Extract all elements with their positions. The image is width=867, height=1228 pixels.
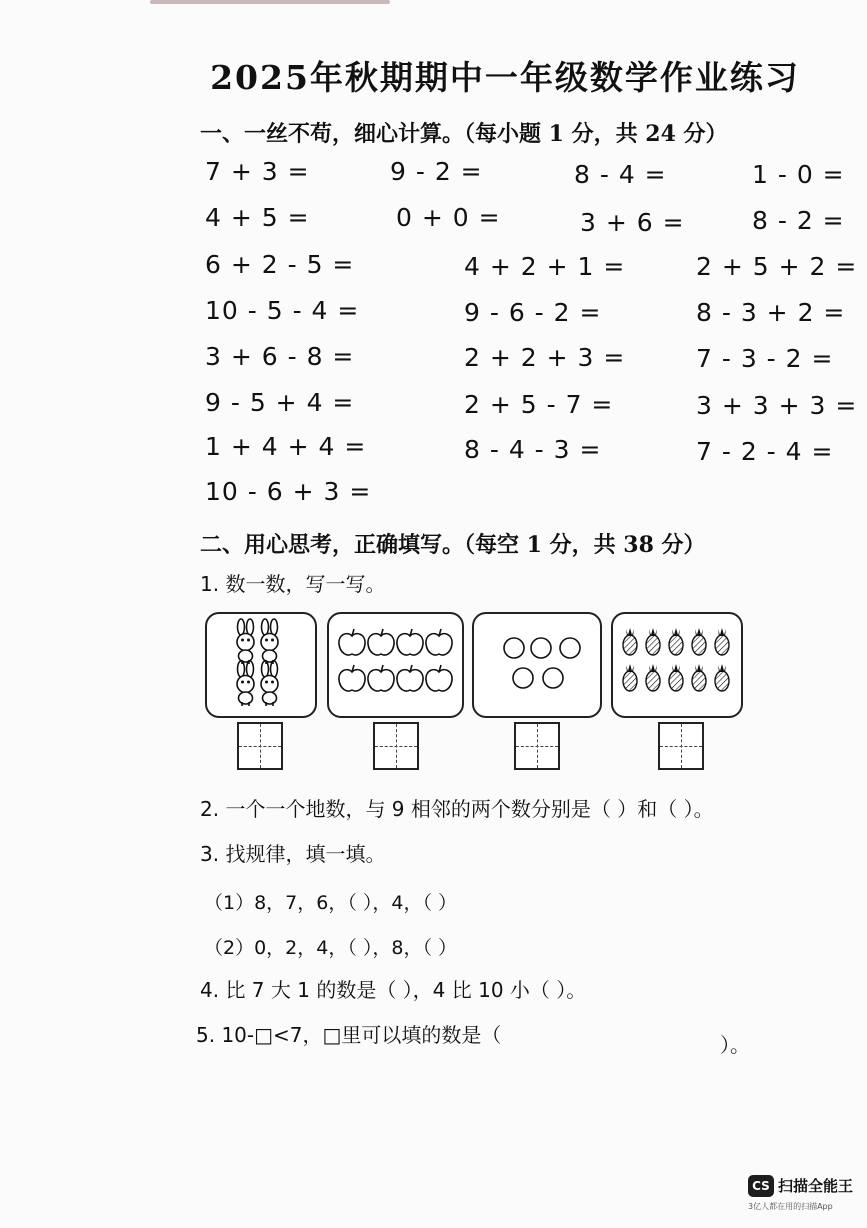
answer-grid-apples[interactable]: [373, 722, 419, 770]
pineapples-picture-box: [611, 612, 743, 718]
equation: 1 - 0 =: [752, 160, 845, 189]
apple-icon: [368, 665, 394, 691]
answer-grid-rabbits[interactable]: [237, 722, 283, 770]
equation: 9 - 2 =: [390, 157, 483, 186]
equation: 8 - 3 + 2 =: [696, 298, 846, 327]
equation: 9 - 6 - 2 =: [464, 298, 602, 327]
rabbit-icon: [237, 619, 254, 664]
section2-heading: 二、用心思考，正确填写。（每空 1 分，共 38 分）: [200, 532, 706, 558]
answer-grid-circles[interactable]: [514, 722, 560, 770]
pineapple-icon: [669, 628, 683, 655]
circle-icon: [513, 668, 533, 688]
circle-icon: [560, 638, 580, 658]
rabbit-icon: [261, 619, 278, 664]
apple-icon: [426, 629, 452, 655]
scan-artifact: [150, 0, 390, 4]
pineapple-icon: [715, 664, 729, 691]
apple-icon: [397, 665, 423, 691]
pineapple-icon: [646, 628, 660, 655]
apple-icon: [368, 629, 394, 655]
equation: 3 + 3 + 3 =: [696, 391, 858, 420]
question-5-end: ）。: [720, 1033, 750, 1057]
equation: 7 - 3 - 2 =: [696, 344, 834, 373]
pineapple-icon: [715, 628, 729, 655]
equation: 4 + 2 + 1 =: [464, 252, 626, 281]
equation: 7 + 3 =: [205, 157, 310, 186]
section1-heading: 一、一丝不苟，细心计算。（每小题 1 分，共 24 分）: [200, 121, 728, 147]
rabbits-picture-box: [205, 612, 317, 718]
equation: 3 + 6 - 8 =: [205, 342, 355, 371]
equation: 9 - 5 + 4 =: [205, 388, 355, 417]
question-3-2: （2）0，2，4，（ ），8，（ ）: [204, 937, 458, 959]
equation: 4 + 5 =: [205, 203, 310, 232]
equation: 8 - 4 =: [574, 160, 667, 189]
circle-icon: [531, 638, 551, 658]
scanner-slogan: 3亿人都在用的扫描App: [748, 1202, 833, 1211]
question-3: 3. 找规律，填一填。: [200, 842, 386, 866]
equation: 2 + 5 - 7 =: [464, 390, 614, 419]
circles-picture-box: [472, 612, 602, 718]
scanner-app-name: 扫描全能王: [778, 1177, 854, 1195]
equation: 0 + 0 =: [396, 203, 501, 232]
apple-icon: [339, 665, 365, 691]
apples-picture-box: [327, 612, 464, 718]
pineapple-icon: [623, 664, 637, 691]
answer-grid-pineapples[interactable]: [658, 722, 704, 770]
equation: 2 + 5 + 2 =: [696, 252, 858, 281]
equation: 2 + 2 + 3 =: [464, 343, 626, 372]
equation: 10 - 5 - 4 =: [205, 296, 360, 325]
pineapples-picture: [613, 614, 741, 716]
pineapple-icon: [692, 664, 706, 691]
scanner-logo-icon: CS: [748, 1175, 774, 1197]
pineapple-icon: [623, 628, 637, 655]
circles-picture: [474, 614, 600, 716]
equation: 8 - 4 - 3 =: [464, 435, 602, 464]
rabbit-icon: [237, 661, 254, 706]
question-5: 5. 10-□<7，□里可以填的数是（: [196, 1023, 502, 1047]
apples-picture: [329, 614, 462, 716]
question-2: 2. 一个一个地数，与 9 相邻的两个数分别是（ ）和（ ）。: [200, 797, 714, 821]
rabbits-picture: [207, 614, 315, 716]
equation: 6 + 2 - 5 =: [205, 250, 355, 279]
apple-icon: [339, 629, 365, 655]
equation: 8 - 2 =: [752, 206, 845, 235]
question-4: 4. 比 7 大 1 的数是（ ），4 比 10 小（ ）。: [200, 978, 587, 1002]
question-3-1: （1）8，7，6，（ ），4，（ ）: [204, 892, 458, 914]
pineapple-icon: [692, 628, 706, 655]
page-title: 2025年秋期期中一年级数学作业练习: [210, 58, 800, 97]
circle-icon: [543, 668, 563, 688]
rabbit-icon: [261, 661, 278, 706]
apple-icon: [397, 629, 423, 655]
pineapple-icon: [646, 664, 660, 691]
pineapple-icon: [669, 664, 683, 691]
equation: 10 - 6 + 3 =: [205, 477, 372, 506]
circle-icon: [504, 638, 524, 658]
equation: 7 - 2 - 4 =: [696, 437, 834, 466]
equation: 3 + 6 =: [580, 208, 685, 237]
apple-icon: [426, 665, 452, 691]
equation: 1 + 4 + 4 =: [205, 432, 367, 461]
question-1: 1. 数一数，写一写。: [200, 572, 386, 596]
